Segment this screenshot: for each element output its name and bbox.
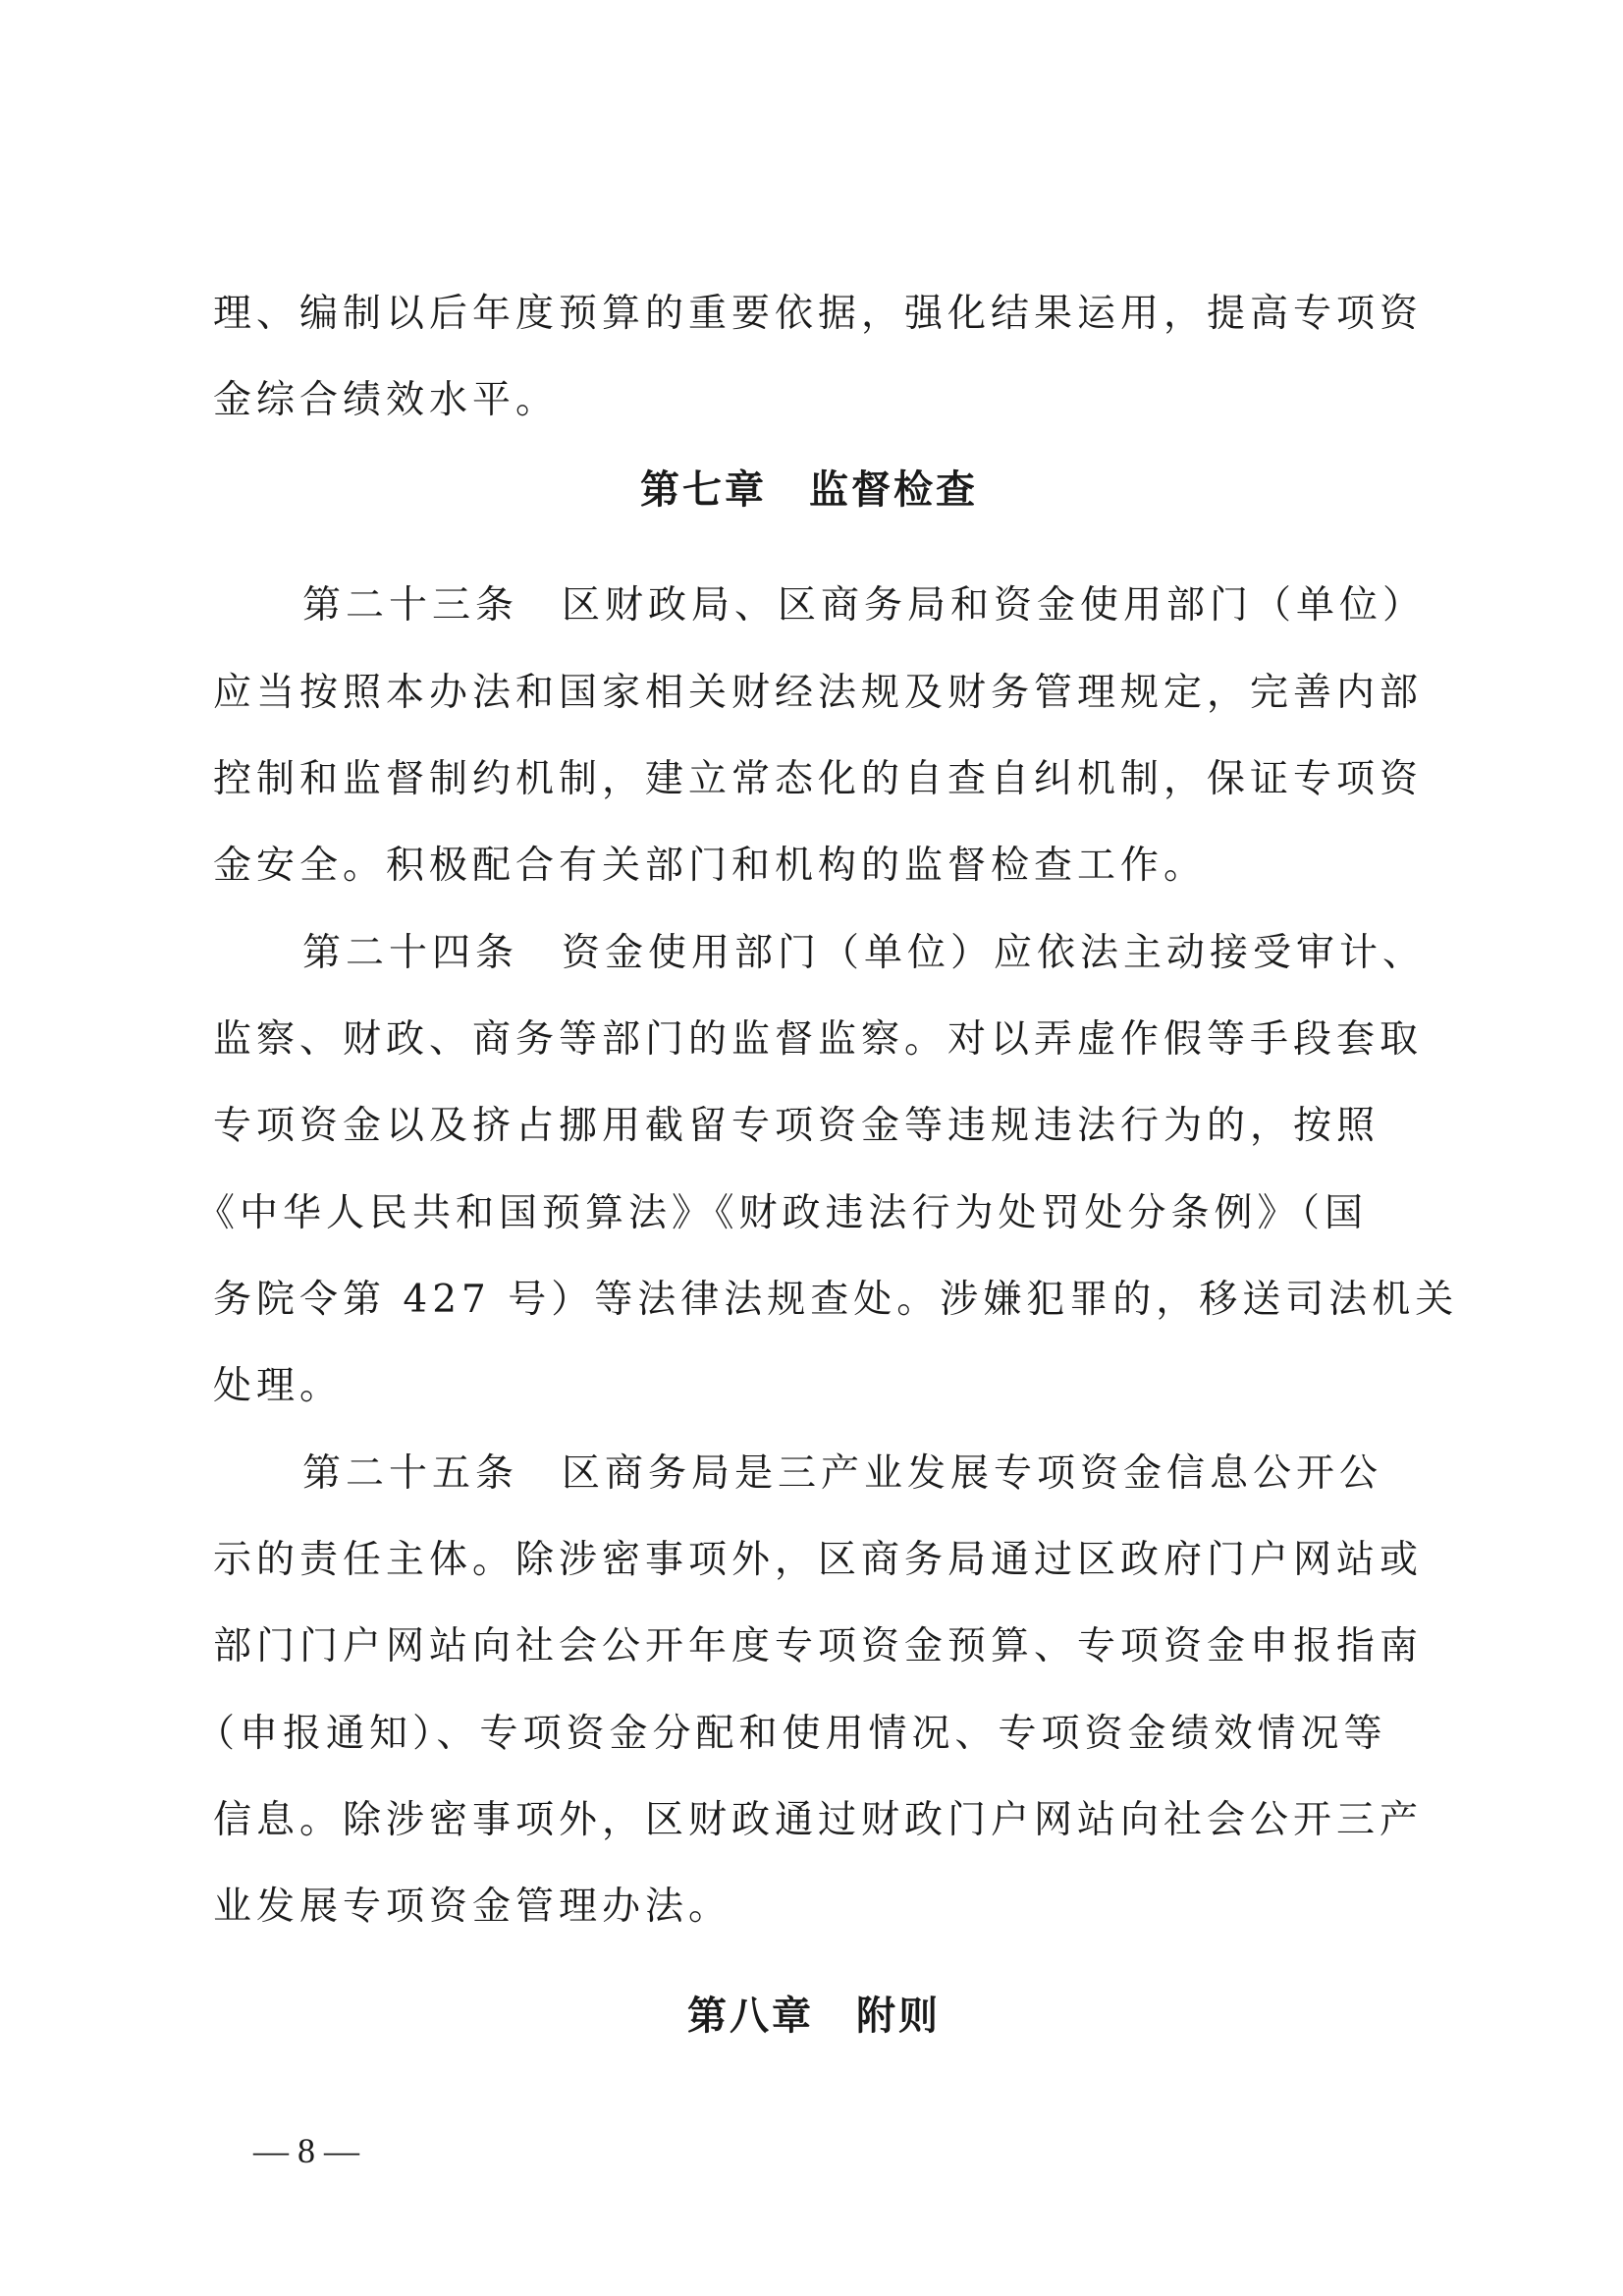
body-line: 控制和监督制约机制，建立常态化的自查自纠机制，保证专项资 [213,757,1424,801]
chapter-heading: 第七章 监督检查 [640,467,978,513]
body-line: 处理。 [213,1364,344,1408]
body-line: 金安全。积极配合有关部门和机构的监督检查工作。 [213,844,1208,888]
chapter-heading: 第八章 附则 [687,1994,941,2039]
body-line: 应当按照本办法和国家相关财经法规及财务管理规定，完善内部 [213,671,1424,715]
body-line: 专项资金以及挤占挪用截留专项资金等违规违法行为的，按照 [213,1104,1380,1148]
article-first-line: 第二十三条 区财政局、区商务局和资金使用部门（单位） [302,583,1427,628]
body-line: 示的责任主体。除涉密事项外，区商务局通过区政府门户网站或 [213,1538,1424,1582]
body-line: 监察、财政、商务等部门的监督监察。对以弄虚作假等手段套取 [213,1017,1424,1062]
body-line: 信息。除涉密事项外，区财政通过财政门户网站向社会公开三产 [213,1798,1424,1842]
body-line: 《中华人民共和国预算法》《财政违法行为处罚处分条例》（国 [196,1191,1369,1235]
article-first-line: 第二十四条 资金使用部门（单位）应依法主动接受审计、 [302,931,1427,975]
body-line: 部门门户网站向社会公开年度专项资金预算、专项资金申报指南 [213,1624,1424,1668]
body-line: 金综合绩效水平。 [213,378,560,422]
body-line: 务院令第 427 号）等法律法规查处。涉嫌犯罪的，移送司法机关 [213,1278,1459,1322]
page-number: — 8 — [253,2131,359,2170]
body-line: （申报通知）、专项资金分配和使用情况、专项资金绩效情况等 [196,1712,1387,1756]
body-line: 理、编制以后年度预算的重要依据，强化结果运用，提高专项资 [213,292,1424,336]
body-line: 业发展专项资金管理办法。 [213,1885,732,1929]
article-first-line: 第二十五条 区商务局是三产业发展专项资金信息公开公 [302,1451,1383,1496]
